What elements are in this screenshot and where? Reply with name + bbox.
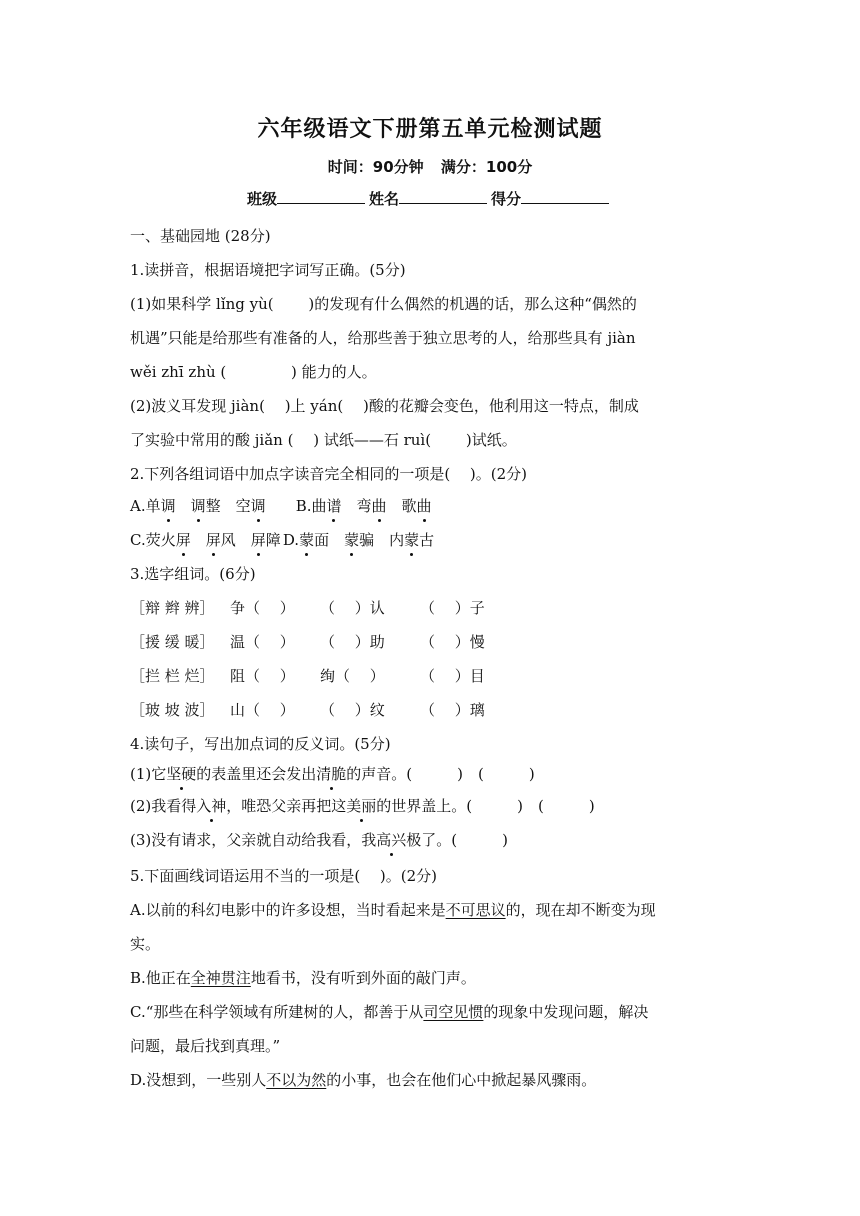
dotted-char: 曲	[371, 497, 387, 515]
word-blank: （ ）目	[420, 667, 485, 685]
full-score: 满分：100分	[440, 158, 533, 176]
sentence-text: 的表盖里还会发出	[196, 765, 317, 783]
dotted-word: 坚硬	[166, 765, 197, 783]
word-blank: 山（ ）	[230, 701, 295, 719]
q2-options-ab	[130, 496, 740, 516]
word-blank: 争（ ）	[230, 599, 295, 617]
option-text: 的小事，也会在他们心中掀起暴风骤雨。	[326, 1071, 597, 1089]
dotted-char: 蒙	[404, 531, 420, 549]
page-title: 六年级语文下册第五单元检测试题	[257, 117, 603, 142]
dotted-char: 调	[190, 497, 206, 515]
sentence-text: 极了。( )	[406, 831, 508, 849]
dotted-char: 调	[160, 497, 176, 515]
option-text: 的现象中发现问题，解决	[483, 1003, 649, 1021]
q1-line: (1)如果科学 lǐng yù( )的发现有什么偶然的机遇的话，那么这种“偶然的	[130, 295, 637, 313]
option-text: 骗 内	[359, 531, 405, 549]
q4-stem: 4.读句子，写出加点词的反义词。(5分)	[130, 735, 391, 753]
q3-stem: 3.选字组词。(6分)	[130, 565, 256, 583]
q5-option-d	[130, 1070, 740, 1090]
option-text: 的，现在却不断变为现	[505, 901, 656, 919]
underlined-phrase: 不可思议	[445, 901, 506, 919]
option-text: 障	[265, 531, 281, 549]
word-blank: （ ）认	[320, 599, 385, 617]
dotted-word: 高兴	[376, 831, 407, 849]
sentence-text: ，唯恐父亲再把这	[226, 797, 347, 815]
option-text: C.“那些在科学领域有所建树的人，都善于从	[130, 1003, 424, 1021]
dotted-word: 入神	[196, 797, 227, 815]
q5-option-c-cont: 问题，最后找到真理。”	[130, 1037, 281, 1055]
option-text: D.	[282, 531, 300, 549]
option-text: A.单	[130, 497, 161, 515]
char-choices: ［玻 坡 波］	[130, 701, 215, 719]
q1-line: wěi zhī zhù ( ) 能力的人。	[130, 363, 377, 381]
class-blank[interactable]	[277, 189, 365, 204]
q3-row	[130, 700, 740, 720]
q3-row	[130, 598, 740, 618]
q1-line: 机遇”只能是给那些有准备的人，给那些善于独立思考的人，给那些具有 jiàn	[130, 329, 636, 347]
section-heading: 一、基础园地 (28分)	[130, 227, 271, 245]
underlined-phrase: 司空见惯	[423, 1003, 484, 1021]
dotted-char: 调	[250, 497, 266, 515]
class-label: 班级	[246, 190, 277, 208]
dotted-char: 谱	[326, 497, 342, 515]
option-text: D.没想到，一些别人	[130, 1071, 267, 1089]
dotted-char: 屏	[250, 531, 266, 549]
q5-stem: 5.下面画线词语运用不当的一项是( )。(2分)	[130, 867, 438, 885]
q4-sentence	[130, 764, 740, 784]
sentence-text: (1)它	[130, 765, 167, 783]
option-text: 面	[314, 531, 345, 549]
name-blank[interactable]	[399, 189, 487, 204]
q2-options-cd	[130, 530, 740, 550]
word-blank: （ ）璃	[420, 701, 485, 719]
underlined-phrase: 不以为然	[266, 1071, 327, 1089]
char-choices: ［辩 辫 辨］	[130, 599, 215, 617]
q1-line: 了实验中常用的酸 jiǎn ( ) 试纸——石 ruì( )试纸。	[130, 431, 517, 449]
underlined-phrase: 全神贯注	[190, 969, 251, 987]
option-text: 歌	[386, 497, 417, 515]
word-blank: （ ）纹	[320, 701, 385, 719]
q5-option-a	[130, 900, 740, 920]
sentence-text: 的声音。( ) ( )	[346, 765, 535, 783]
char-choices: ［拦 栏 烂］	[130, 667, 215, 685]
option-text: A.以前的科幻电影中的许多设想，当时看起来是	[130, 901, 446, 919]
dotted-char: 屏	[175, 531, 191, 549]
q5-option-b	[130, 968, 740, 988]
option-text: B.曲	[295, 497, 327, 515]
dotted-char: 曲	[416, 497, 432, 515]
option-text	[176, 497, 191, 515]
option-text: 地看书，没有听到外面的敲门声。	[250, 969, 476, 987]
q5-option-a-cont: 实。	[130, 935, 161, 953]
q2-stem: 2.下列各组词语中加点字读音完全相同的一项是( )。(2分)	[130, 465, 528, 483]
dotted-char: 蒙	[299, 531, 315, 549]
sentence-text: 的世界盖上。( ) ( )	[376, 797, 595, 815]
q3-row	[130, 632, 740, 652]
option-text: B.他正在	[130, 969, 191, 987]
word-blank: （ ）慢	[420, 633, 485, 651]
q1-line: (2)波义耳发现 jiàn( )上 yán( )酸的花瓣会变色，他利用这一特点，制成	[130, 397, 639, 415]
dotted-word: 清脆	[316, 765, 347, 783]
q4-sentence	[130, 830, 740, 850]
word-blank: （ ）子	[420, 599, 485, 617]
char-choices: ［援 缓 暖］	[130, 633, 215, 651]
dotted-char: 屏	[205, 531, 221, 549]
option-text	[191, 531, 206, 549]
option-text: 古	[419, 531, 435, 549]
word-blank: 温（ ）	[230, 633, 295, 651]
time-limit: 时间：90分钟	[327, 158, 424, 176]
exam-meta	[0, 156, 860, 177]
score-blank[interactable]	[521, 189, 609, 204]
word-blank: （ ）助	[320, 633, 385, 651]
sentence-text: (3)没有请求，父亲就自动给我看，我	[130, 831, 377, 849]
option-text: C.荧火	[130, 531, 176, 549]
q3-row	[130, 666, 740, 686]
word-blank: 绚（ ）	[320, 667, 385, 685]
option-text: 弯	[341, 497, 372, 515]
score-label: 得分	[491, 190, 522, 208]
dotted-char: 蒙	[344, 531, 360, 549]
q4-sentence	[130, 796, 740, 816]
q5-option-c	[130, 1002, 740, 1022]
option-text: 整 空	[205, 497, 251, 515]
word-blank: 阻（ ）	[230, 667, 295, 685]
option-text: 风	[220, 531, 251, 549]
sentence-text: (2)我看得	[130, 797, 197, 815]
student-info	[0, 188, 860, 209]
dotted-word: 美丽	[346, 797, 377, 815]
name-label: 姓名	[368, 190, 399, 208]
q1-stem: 1.读拼音，根据语境把字词写正确。(5分)	[130, 261, 406, 279]
